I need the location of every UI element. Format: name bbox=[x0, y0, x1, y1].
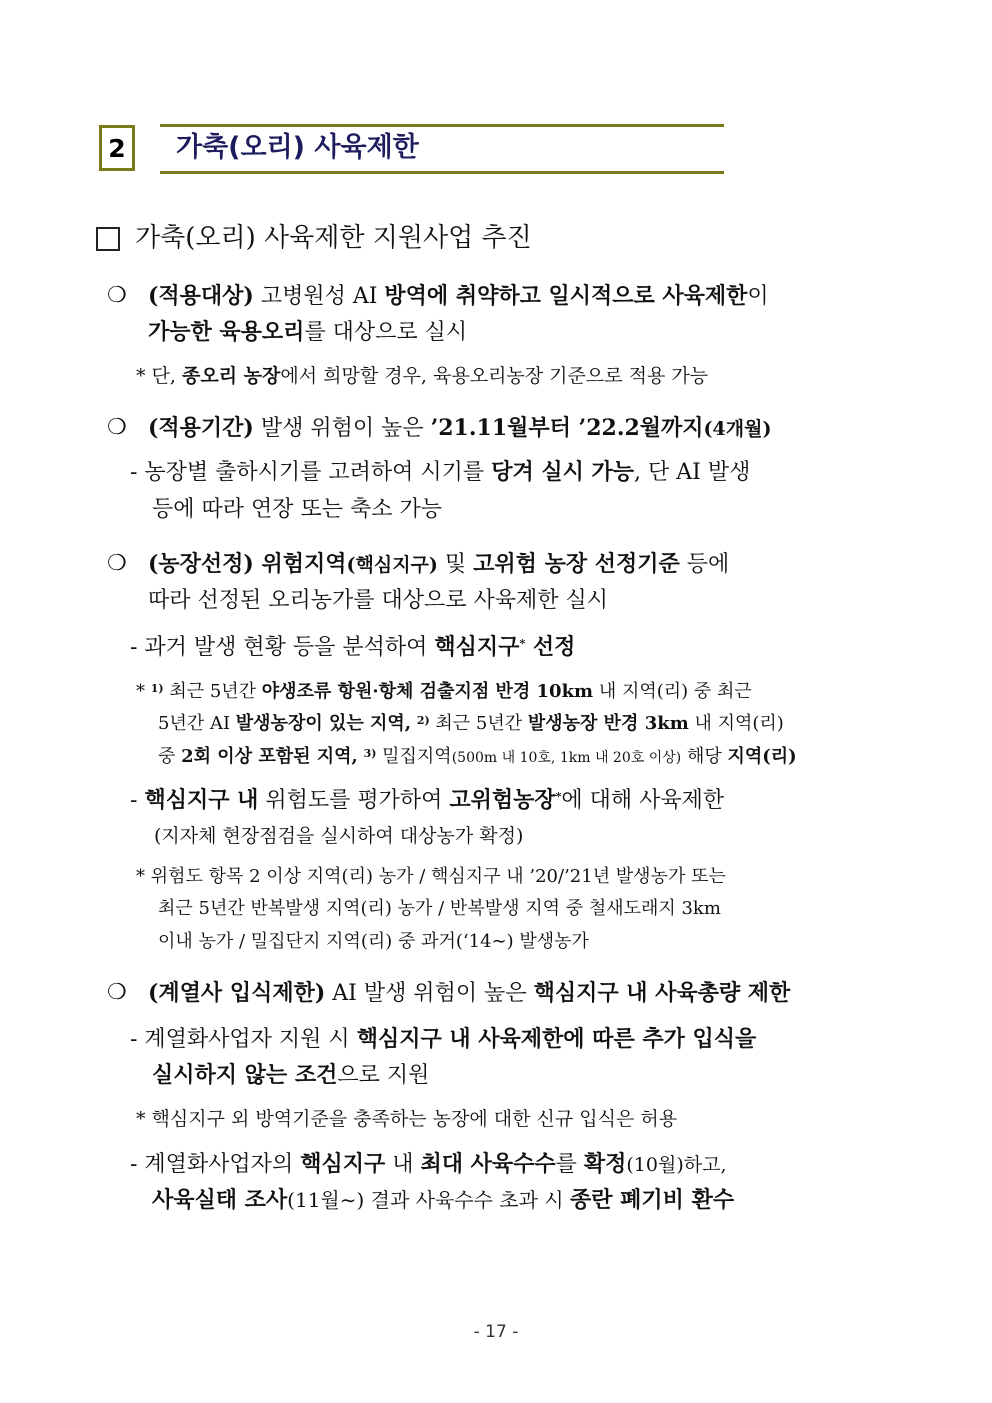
note-core-zone-line3: 중 2회 이상 포함된 지역, $^{3)}$ 밀집지역(500m 내 10호, 1km 내 20호 이상) 해당 지역(리) bbox=[158, 746, 797, 767]
item-farm-selection-line2: 따라 선정된 오리농가를 대상으로 사육제한 실시 bbox=[148, 588, 609, 613]
section-rule-top bbox=[160, 124, 724, 127]
note-new-stocking: * 핵심지구 외 방역기준을 충족하는 농장에 대한 신규 입식은 허용 bbox=[136, 1108, 678, 1130]
circle-bullet-icon: ❍ bbox=[107, 283, 127, 308]
page-number: - 17 - bbox=[473, 1322, 519, 1342]
circle-bullet-icon: ❍ bbox=[107, 551, 127, 576]
item-integrator-restriction: (계열사 입식제한) AI 발생 위험이 높은 핵심지구 내 사육총량 제한 bbox=[148, 980, 791, 1006]
item-target-line1: (적용대상) 고병원성 AI 방역에 취약하고 일시적으로 사육제한이 bbox=[148, 283, 769, 309]
heading-text: 가축(오리) 사육제한 지원사업 추진 bbox=[135, 223, 532, 253]
item-farm-selection-line1: (농장선정) 위험지역(핵심지구) 및 고위험 농장 선정기준 등에 bbox=[148, 551, 730, 577]
dash-period-line1: - 농장별 출하시기를 고려하여 시기를 당겨 실시 가능, 단 AI 발생 bbox=[130, 459, 751, 485]
dash-core-zone: - 과거 발생 현황 등을 분석하여 핵심지구* 선정 bbox=[130, 634, 576, 660]
note-core-zone-line2: 5년간 AI 발생농장이 있는 지역, $^{2)}$ 최근 5년간 발생농장 반경 3km 내 지역(리) bbox=[158, 713, 784, 734]
dash-max-stock-line2: 사육실태 조사(11월∼) 결과 사육수수 초과 시 종란 폐기비 환수 bbox=[152, 1187, 735, 1213]
dash-period-line2: 등에 따라 연장 또는 축소 가능 bbox=[152, 497, 442, 522]
note-risk-criteria-line1: * 위험도 항목 2 이상 지역(리) 농가 / 핵심지구 내 ’20/’21년 발생농가 또는 bbox=[136, 866, 726, 887]
section-number-box bbox=[99, 125, 135, 171]
dash-integrator-line2: 실시하지 않는 조건으로 지원 bbox=[152, 1062, 430, 1088]
item-period: (적용기간) 발생 위험이 높은 ’21.11월부터 ’22.2월까지(4개월) bbox=[148, 415, 772, 441]
dash-high-risk-line2: (지자체 현장점검을 실시하여 대상농가 확정) bbox=[154, 825, 524, 847]
dash-integrator-line1: - 계열화사업자 지원 시 핵심지구 내 사육제한에 따른 추가 입식을 bbox=[130, 1026, 757, 1052]
circle-bullet-icon: ❍ bbox=[107, 415, 127, 440]
dash-max-stock-line1: - 계열화사업자의 핵심지구 내 최대 사육수수를 확정(10월)하고, bbox=[130, 1151, 727, 1177]
section-title: 가축(오리) 사육제한 bbox=[176, 132, 419, 163]
section-number: 2 bbox=[108, 133, 126, 163]
note-risk-criteria-line2: 최근 5년간 반복발생 지역(리) 농가 / 반복발생 지역 중 철새도래지 3km bbox=[158, 898, 721, 919]
circle-bullet-icon: ❍ bbox=[107, 980, 127, 1005]
note-breeder-farm: * 단, 종오리 농장에서 희망할 경우, 육용오리농장 기준으로 적용 가능 bbox=[136, 365, 709, 387]
note-risk-criteria-line3: 이내 농가 / 밀집단지 지역(리) 중 과거(‘14∼) 발생농가 bbox=[158, 931, 589, 952]
item-target-line2: 가능한 육용오리를 대상으로 실시 bbox=[148, 319, 468, 345]
section-rule-bottom bbox=[160, 171, 724, 174]
heading-square-icon bbox=[96, 227, 120, 251]
note-core-zone-line1: * $^{1)}$ 최근 5년간 야생조류 항원·항체 검출지점 반경 10km 내 지역(리) 중 최근 bbox=[136, 681, 752, 702]
dash-high-risk-line1: - 핵심지구 내 위험도를 평가하여 고위험농장*에 대해 사육제한 bbox=[130, 787, 725, 813]
